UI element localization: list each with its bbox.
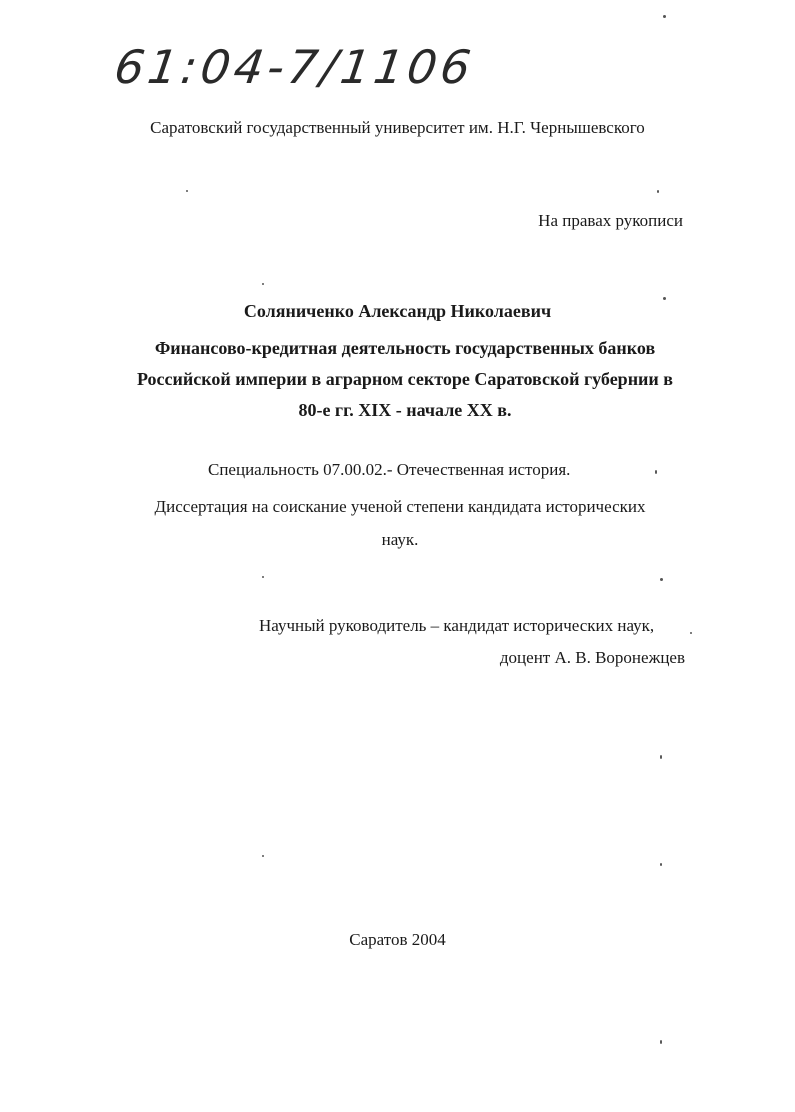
degree-line: Диссертация на соискание ученой степени кандидата исторических [154,497,646,516]
dissertation-title [90,333,720,426]
author-name: Соляниченко Александр Николаевич [243,301,552,321]
title-line: 80-е гг. XIX - начале XX в. [298,400,512,420]
scan-speck [660,578,663,581]
scan-speck [657,190,659,193]
specialty-line: Специальность 07.00.02.- Отечественная история. [208,460,571,479]
handwritten-archive-number: 61:04-7/1106 [111,40,478,94]
dissertation-degree [120,490,680,556]
scan-speck [186,190,188,192]
supervisor-name: доцент А. В. Воронежцев [499,648,685,667]
scan-speck [690,632,692,634]
degree-line: наук. [381,530,419,549]
scan-speck [262,576,264,578]
scan-speck [262,283,264,285]
title-line: Российской империи в аграрном секторе Саратовской губернии в [136,369,674,389]
scan-speck [262,855,264,857]
title-line: Финансово-кредитная деятельность государственных банков [154,338,656,358]
university-name: Саратовский государственный университет им. Н.Г. Чернышевского [150,118,645,137]
supervisor-role: Научный руководитель – кандидат исторических наук, [259,616,655,635]
scan-speck [660,755,662,759]
scan-speck [663,15,666,18]
manuscript-rights-note: На правах рукописи [538,211,683,230]
scan-speck [660,863,662,866]
scan-speck [660,1040,662,1044]
scan-speck [655,470,657,474]
city-year: Саратов 2004 [349,930,446,949]
scan-speck [663,297,666,300]
